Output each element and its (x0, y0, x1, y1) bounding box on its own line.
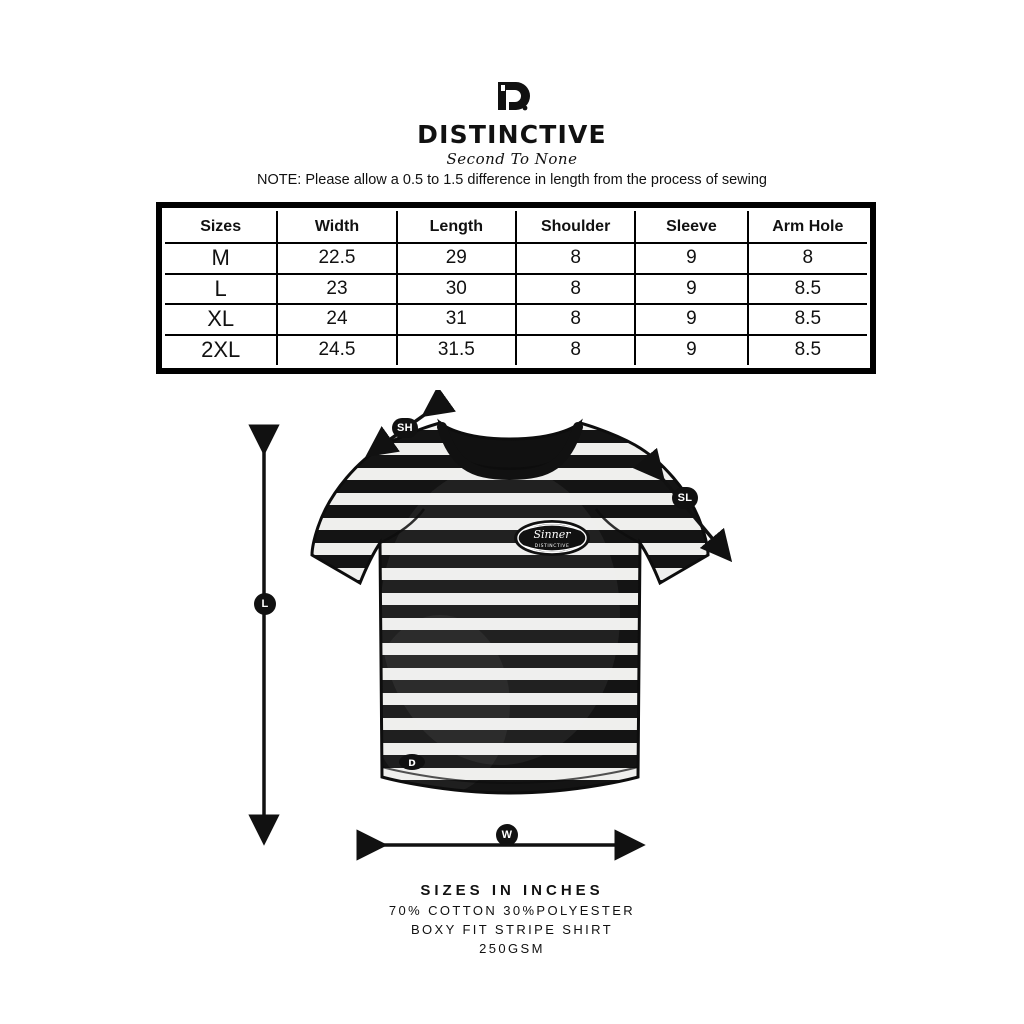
length-badge: L (254, 593, 276, 615)
svg-text:D: D (408, 759, 416, 769)
sleeve-badge: SL (672, 487, 698, 509)
shoulder-badge: SH (392, 418, 418, 438)
cell-size: 2XL (165, 335, 277, 366)
cell-width: 24.5 (277, 335, 396, 366)
footer-fit: BOXY FIT STRIPE SHIRT (410, 922, 614, 937)
garment-diagram (0, 390, 1024, 890)
table-row (165, 304, 867, 335)
distinctive-d-logo-icon (492, 78, 532, 118)
footer-specs (0, 882, 1024, 956)
brand-name: DISTINCTIVE (417, 120, 607, 149)
cell-size: L (165, 274, 277, 305)
cell-armhole: 8 (748, 243, 867, 274)
cell-shoulder: 8 (516, 304, 635, 335)
cell-size: M (165, 243, 277, 274)
footer-gsm: 250GSM (479, 941, 545, 956)
table-row (165, 274, 867, 305)
table-row (165, 243, 867, 274)
cell-sleeve: 9 (635, 274, 747, 305)
cell-size: XL (165, 304, 277, 335)
table-header-row (165, 211, 867, 243)
width-badge: W (496, 824, 518, 846)
cell-length: 31.5 (397, 335, 516, 366)
cell-sleeve: 9 (635, 335, 747, 366)
svg-text:Sinner: Sinner (533, 528, 571, 541)
cell-shoulder: 8 (516, 335, 635, 366)
column-header-sizes: Sizes (165, 211, 277, 243)
cell-armhole: 8.5 (748, 304, 867, 335)
cell-length: 30 (397, 274, 516, 305)
size-table (165, 211, 867, 365)
cell-sleeve: 9 (635, 243, 747, 274)
cell-width: 23 (277, 274, 396, 305)
column-header-width: Width (277, 211, 396, 243)
cell-armhole: 8.5 (748, 274, 867, 305)
cell-length: 29 (397, 243, 516, 274)
cell-armhole: 8.5 (794, 339, 822, 361)
size-table-container (156, 202, 876, 374)
sleeve-measure-line (655, 470, 722, 550)
column-header-shoulder: Shoulder (516, 211, 635, 243)
size-note: NOTE: Please allow a 0.5 to 1.5 difference in length from the process of sewing (257, 172, 767, 188)
measurement-arrows (0, 390, 1024, 890)
cell-shoulder: 8 (516, 274, 635, 305)
column-header-sleeve: Sleeve (635, 211, 747, 243)
cell-sleeve: 9 (635, 304, 747, 335)
column-header-length: Length (397, 211, 516, 243)
svg-text:DISTINCTIVE: DISTINCTIVE (534, 544, 570, 549)
footer-units: SIZES IN INCHES (420, 882, 604, 899)
cell-width: 22.5 (277, 243, 396, 274)
cell-length: 31 (397, 304, 516, 335)
brand-tagline: Second To None (446, 150, 578, 168)
footer-material: 70% COTTON 30%POLYESTER (388, 903, 636, 918)
table-row (165, 335, 867, 366)
cell-width: 24 (277, 304, 396, 335)
cell-shoulder: 8 (516, 243, 635, 274)
column-header-armhole: Arm Hole (748, 211, 867, 243)
brand-header (0, 78, 1024, 168)
